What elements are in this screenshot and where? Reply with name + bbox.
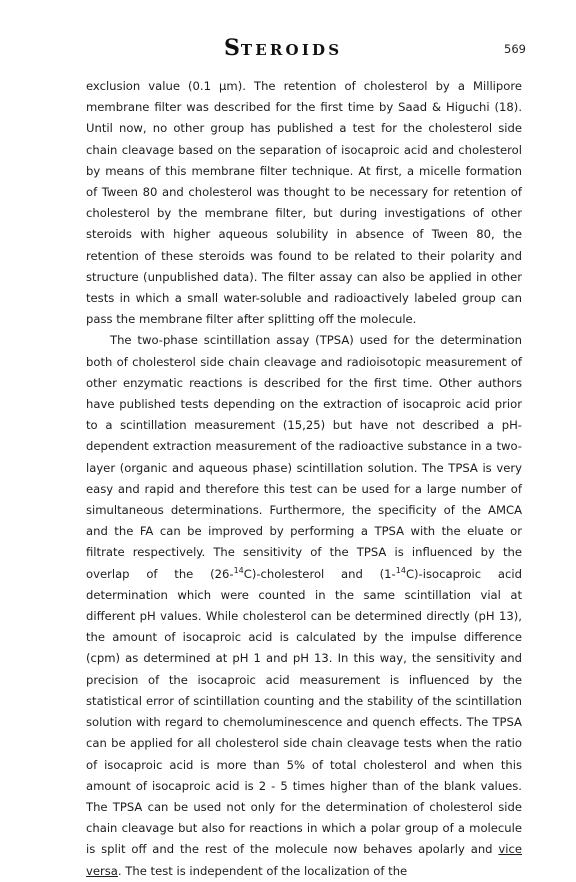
running-header (0, 35, 576, 62)
journal-logo (224, 35, 343, 61)
isotope-superscript-1: 14 (233, 565, 244, 575)
paragraph-2 (86, 330, 522, 881)
journal-logo-initial: S (224, 35, 241, 61)
paragraph-2-part-4: . The test is independent of the localization of the (117, 863, 408, 878)
underlined-phrase: vice versa (86, 842, 522, 878)
paragraph-1: exclusion value (0.1 µm). The retention of cholesterol by a Millipore membrane filter was described for the first time by Saad & Higuchi (18). Until now, no other group has published a test for the cholesterol side chain cleavage based on the separation of isocaproic acid and cholesterol by means of this membrane filter technique. At first, a micelle formation of Tween 80 and cholesterol was thought to be necessary for retention of cholesterol by the membrane filter, but during investigations of other steroids with higher aqueous solubility in absence of Tween 80, the retention of these steroids was found to be related to their polarity and structure (unpublished data). The filter assay can also be applied in other tests in which a small water-soluble and radioactively labeled group can pass the membrane filter after splitting off the molecule. (86, 79, 522, 327)
isotope-superscript-2: 14 (395, 565, 406, 575)
paragraph-2-part-1: The two-phase scintillation assay (TPSA) used for the determination both of cholesterol side chain cleavage and radioisotopic measurement of other enzymatic reactions is described for the first time. Other authors have published tests depending on the extraction of isocaproic acid prior to a scintillation measurement (15,25) but have not described a pH-dependent extraction measurement of the radioactive substance in a two-layer (organic and aqueous phase) scintillation solution. The TPSA is very easy and rapid and therefore this test can be used for a large number of simultaneous determinations. Furthermore, the specificity of the AMCA and the FA can be improved by performing a TPSA with the eluate or filtrate respectively. The sensitivity of the TPSA is influenced by the overlap of the (26- (86, 333, 522, 581)
paragraph-2-part-2: C)-cholesterol and (1- (243, 566, 396, 581)
page-number: 569 (504, 42, 526, 56)
paragraph-2-part-3: C)-isocaproic acid determination which were counted in the same scintillation vial at different pH values. While cholesterol can be determined directly (pH 13), the amount of isocaproic acid is calculated by the impulse difference (cpm) as determined at pH 1 and pH 13. In this way, the sensitivity and precision of the isocaproic acid measurement is influenced by the statistical error of scintillation counting and the stability of the scintillation solution with regard to chemoluminescence and quench effects. The TPSA can be applied for all cholesterol side chain cleavage tests when the ratio of isocaproic acid is more than 5% of total cholesterol and when this amount of isocaproic acid is 2 - 5 times higher than of the blank values. The TPSA can be used not only for the determination of cholesterol side chain cleavage but also for reactions in which a polar group of a molecule is split off and the rest of the molecule now behaves apolarly and (86, 566, 522, 857)
journal-logo-rest: TEROIDS (240, 41, 343, 59)
body-text (86, 76, 522, 882)
